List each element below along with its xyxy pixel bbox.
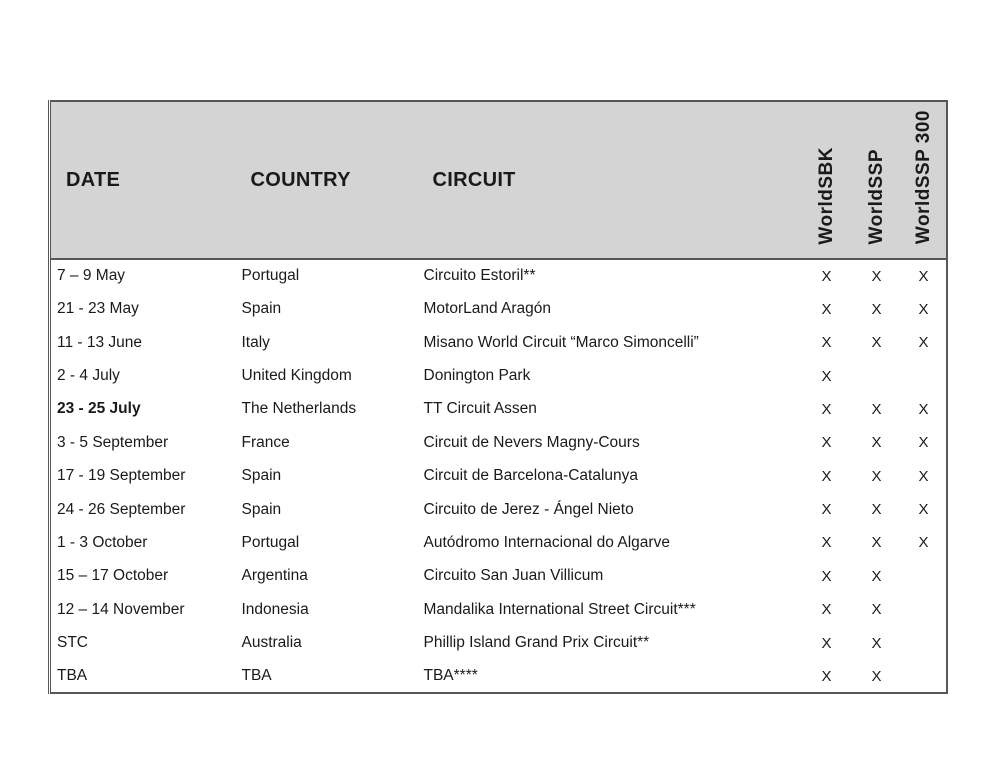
date-cell: 12 – 14 November (57, 600, 185, 618)
country-cell: Spain (241, 467, 282, 485)
country-cell: Spain (241, 300, 282, 318)
circuit-cell: Circuito San Juan Villicum (423, 567, 604, 585)
worldsbk-mark-cell: X (821, 267, 832, 285)
worldsbk-mark-cell: X (821, 300, 832, 318)
table-header (50, 101, 947, 259)
date-cell: 7 – 9 May (57, 267, 126, 285)
date-cell: 3 - 5 September (57, 433, 169, 451)
worldssp300-mark-cell (902, 593, 947, 626)
worldssp-mark-cell: X (871, 300, 882, 318)
circuit-cell: Circuito Estoril** (423, 267, 536, 285)
country-cell: Italy (241, 333, 270, 351)
table-row (50, 493, 947, 526)
country-cell: France (241, 433, 290, 451)
header-row (50, 101, 947, 259)
worldssp-mark-cell: X (871, 400, 882, 418)
table-row (50, 293, 947, 326)
worldssp-mark-cell: X (871, 501, 882, 519)
column-header-worldsbk (802, 101, 852, 259)
worldssp-mark-cell: X (871, 467, 882, 485)
date-cell: 23 - 25 July (57, 400, 141, 418)
worldssp300-mark-cell: X (918, 267, 929, 285)
worldssp-mark-cell: X (871, 267, 882, 285)
column-header-worldssp300 (902, 101, 947, 259)
worldssp300-mark-cell: X (918, 434, 929, 452)
circuit-cell: Autódromo Internacional do Algarve (423, 533, 670, 551)
table-row (50, 326, 947, 359)
date-cell: 17 - 19 September (57, 467, 186, 485)
date-cell: 2 - 4 July (57, 367, 120, 384)
worldssp-header-label: WorldSSP (866, 148, 887, 245)
circuit-cell: Mandalika International Street Circuit*** (423, 600, 696, 618)
worldssp300-mark-cell: X (918, 300, 929, 318)
worldssp300-mark-cell (902, 626, 947, 659)
country-cell: Spain (241, 500, 282, 518)
worldssp-mark-cell: X (871, 434, 882, 452)
worldssp-mark-cell: X (871, 534, 882, 552)
date-cell: 11 - 13 June (57, 333, 143, 351)
table-row (50, 526, 947, 559)
table-row (50, 560, 947, 593)
table-row (50, 259, 947, 292)
country-cell: TBA (241, 667, 272, 685)
worldssp300-mark-cell (902, 660, 947, 693)
worldssp300-mark-cell: X (918, 334, 929, 352)
circuit-cell: Circuit de Barcelona-Catalunya (423, 467, 639, 485)
table-row (50, 660, 947, 693)
circuit-cell: Donington Park (423, 367, 531, 384)
date-cell: TBA (57, 667, 88, 685)
worldssp-mark-cell (852, 359, 902, 392)
worldsbk-mark-cell: X (821, 601, 832, 619)
date-cell: 15 – 17 October (57, 567, 169, 585)
worldssp300-mark-cell: X (918, 501, 929, 519)
country-cell: Argentina (241, 567, 308, 585)
country-cell: Portugal (241, 533, 300, 551)
worldsbk-mark-cell: X (821, 434, 832, 452)
worldssp300-mark-cell (902, 560, 947, 593)
worldssp-mark-cell: X (871, 601, 882, 619)
worldsbk-mark-cell: X (821, 634, 832, 652)
worldsbk-mark-cell: X (821, 567, 832, 585)
worldssp300-header-label: WorldSSP 300 (913, 110, 934, 245)
worldsbk-mark-cell: X (821, 534, 832, 552)
country-cell: Indonesia (241, 600, 309, 618)
country-cell: The Netherlands (241, 400, 357, 418)
country-cell: Australia (241, 634, 302, 652)
circuit-cell: Phillip Island Grand Prix Circuit** (423, 634, 650, 652)
table-row (50, 359, 947, 392)
column-header-date: DATE (50, 101, 236, 259)
country-cell: Portugal (241, 267, 300, 285)
worldssp-mark-cell: X (871, 634, 882, 652)
worldssp-mark-cell: X (871, 667, 882, 685)
worldsbk-mark-cell: X (821, 467, 832, 485)
date-cell: 1 - 3 October (57, 533, 148, 551)
table-row (50, 626, 947, 659)
worldssp300-mark-cell (902, 359, 947, 392)
circuit-cell: MotorLand Aragón (423, 300, 552, 318)
worldsbk-mark-cell: X (821, 667, 832, 685)
worldsbk-mark-cell: X (821, 400, 832, 418)
worldsbk-mark-cell: X (821, 334, 832, 352)
date-cell: STC (57, 634, 88, 652)
table-row (50, 426, 947, 459)
worldsbk-mark-cell: X (821, 367, 832, 385)
country-cell: United Kingdom (241, 367, 352, 384)
column-header-circuit: CIRCUIT (418, 101, 802, 259)
worldssp300-mark-cell: X (918, 467, 929, 485)
circuit-cell: Misano World Circuit “Marco Simoncelli” (423, 333, 699, 351)
date-cell: 24 - 26 September (57, 500, 186, 518)
circuit-cell: Circuito de Jerez - Ángel Nieto (423, 500, 634, 518)
worldsbk-mark-cell: X (821, 501, 832, 519)
column-header-country: COUNTRY (236, 101, 418, 259)
table-row (50, 459, 947, 492)
worldssp-mark-cell: X (871, 334, 882, 352)
column-header-worldssp (852, 101, 902, 259)
date-cell: 21 - 23 May (57, 300, 139, 318)
calendar-rows (50, 259, 947, 693)
circuit-cell: TBA**** (423, 667, 478, 685)
worldsbk-header-label: WorldSBK (816, 146, 837, 245)
table-row (50, 393, 947, 426)
worldssp300-mark-cell: X (918, 400, 929, 418)
table-row (50, 593, 947, 626)
circuit-cell: TT Circuit Assen (423, 400, 537, 418)
worldssp-mark-cell: X (871, 567, 882, 585)
race-calendar-table (48, 100, 948, 694)
circuit-cell: Circuit de Nevers Magny-Cours (423, 433, 640, 451)
worldssp300-mark-cell: X (918, 534, 929, 552)
